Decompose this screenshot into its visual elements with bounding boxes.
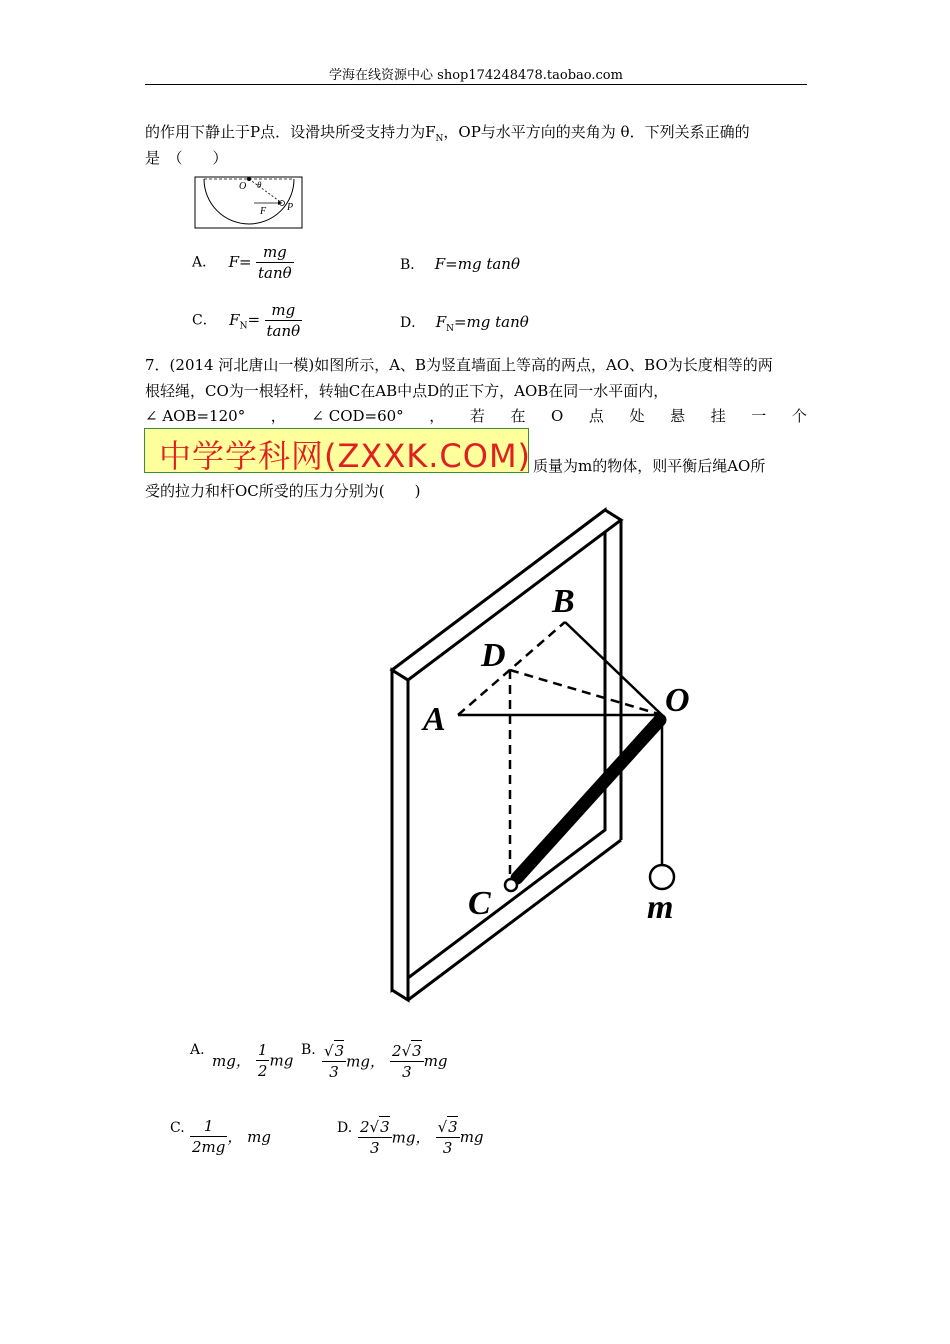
- label-b: B: [552, 583, 575, 620]
- q7-option-d-expr: $\frac{2√3}{3}$ mg， $\frac{√3}{3}$ mg: [360, 1118, 484, 1157]
- q7-option-c: C.: [170, 1120, 185, 1136]
- q6-option-a: A． F= $\frac{mg}{\tan\theta}$: [192, 243, 292, 282]
- q7-c-fraction: $\frac{1}{2mg}$: [192, 1117, 226, 1156]
- q6-a-fraction: $\frac{mg}{\tan\theta}$: [258, 243, 292, 282]
- page-header: 学海在线资源中心 shop174248478.taobao.com: [329, 68, 623, 83]
- pivot-c: [505, 879, 517, 891]
- q6-option-c: C． $F_N=$ $\frac{mg}{\tan\theta}$: [192, 301, 301, 340]
- label-d: D: [481, 637, 506, 674]
- mass-m: [650, 865, 674, 889]
- q7-wall-figure: [380, 500, 700, 1015]
- q7-d-fraction-2: $\frac{√3}{3}$: [437, 1118, 458, 1157]
- q7-line3: ∠ AOB=120° ， ∠ COD=60° ， 若 在 O 点 处 悬 挂 一 个: [145, 407, 807, 425]
- q7-line4: 质量为m的物体，则平衡后绳AO所: [533, 457, 766, 475]
- q6-label-o: O: [239, 181, 247, 192]
- q6-label-theta: θ: [257, 180, 262, 190]
- label-c: C: [468, 885, 491, 922]
- q7-option-a-expr: mg， $\frac{1}{2}$ mg: [212, 1041, 294, 1080]
- q7-option-c-expr: $\frac{1}{2mg}$ ， mg: [192, 1117, 271, 1156]
- label-a: A: [423, 701, 446, 738]
- q6-hemisphere-figure: [194, 176, 304, 230]
- q6-label-p: P: [287, 202, 294, 213]
- q7-b-fraction-2: $\frac{2√3}{3}$: [392, 1042, 422, 1081]
- q7-option-d: D.: [337, 1120, 353, 1136]
- q6-option-d: D． $F_N=mg$ tanθ: [400, 313, 529, 334]
- q7-a-fraction: $\frac{1}{2}$: [257, 1041, 268, 1080]
- q6-option-b: B． F=mg tanθ: [400, 255, 520, 273]
- q7-line2: 根轻绳，CO为一根轻杆，转轴C在AB中点D的正下方，AOB在同一水平面内，: [145, 382, 669, 400]
- q6-op-line: [249, 179, 282, 203]
- q6-label-f: F: [260, 206, 267, 217]
- q6-c-fraction: $\frac{mg}{\tan\theta}$: [266, 301, 301, 340]
- q6-line1: 的作用下静止于P点．设滑块所受支持力为$F_N$，OP与水平方向的夹角为 θ．下列关系正确的: [145, 123, 750, 144]
- wall-front-face: [392, 510, 605, 990]
- wall-side-face: [392, 670, 408, 1000]
- q7-line1: 7．(2014 河北唐山一模)如图所示，A、B为竖直墙面上等高的两点，AO、BO为长度相等的两: [145, 356, 773, 374]
- label-m: m: [647, 889, 674, 926]
- header-rule: [145, 84, 807, 85]
- q7-b-fraction-1: $\frac{√3}{3}$: [324, 1042, 345, 1081]
- q6-line2: 是 （ ）: [145, 149, 228, 167]
- label-o: O: [665, 682, 690, 719]
- q7-option-a: A.: [190, 1042, 205, 1058]
- q7-d-fraction-1: $\frac{2√3}{3}$: [360, 1118, 390, 1157]
- q7-line5: 受的拉力和杆OC所受的压力分别为( ): [145, 482, 421, 500]
- q7-option-b: B.: [301, 1042, 316, 1058]
- zxxk-banner[interactable]: 中学学科网(ZXXK.COM): [144, 428, 529, 473]
- q7-option-b-expr: $\frac{√3}{3}$ mg， $\frac{2√3}{3}$ mg: [324, 1042, 448, 1081]
